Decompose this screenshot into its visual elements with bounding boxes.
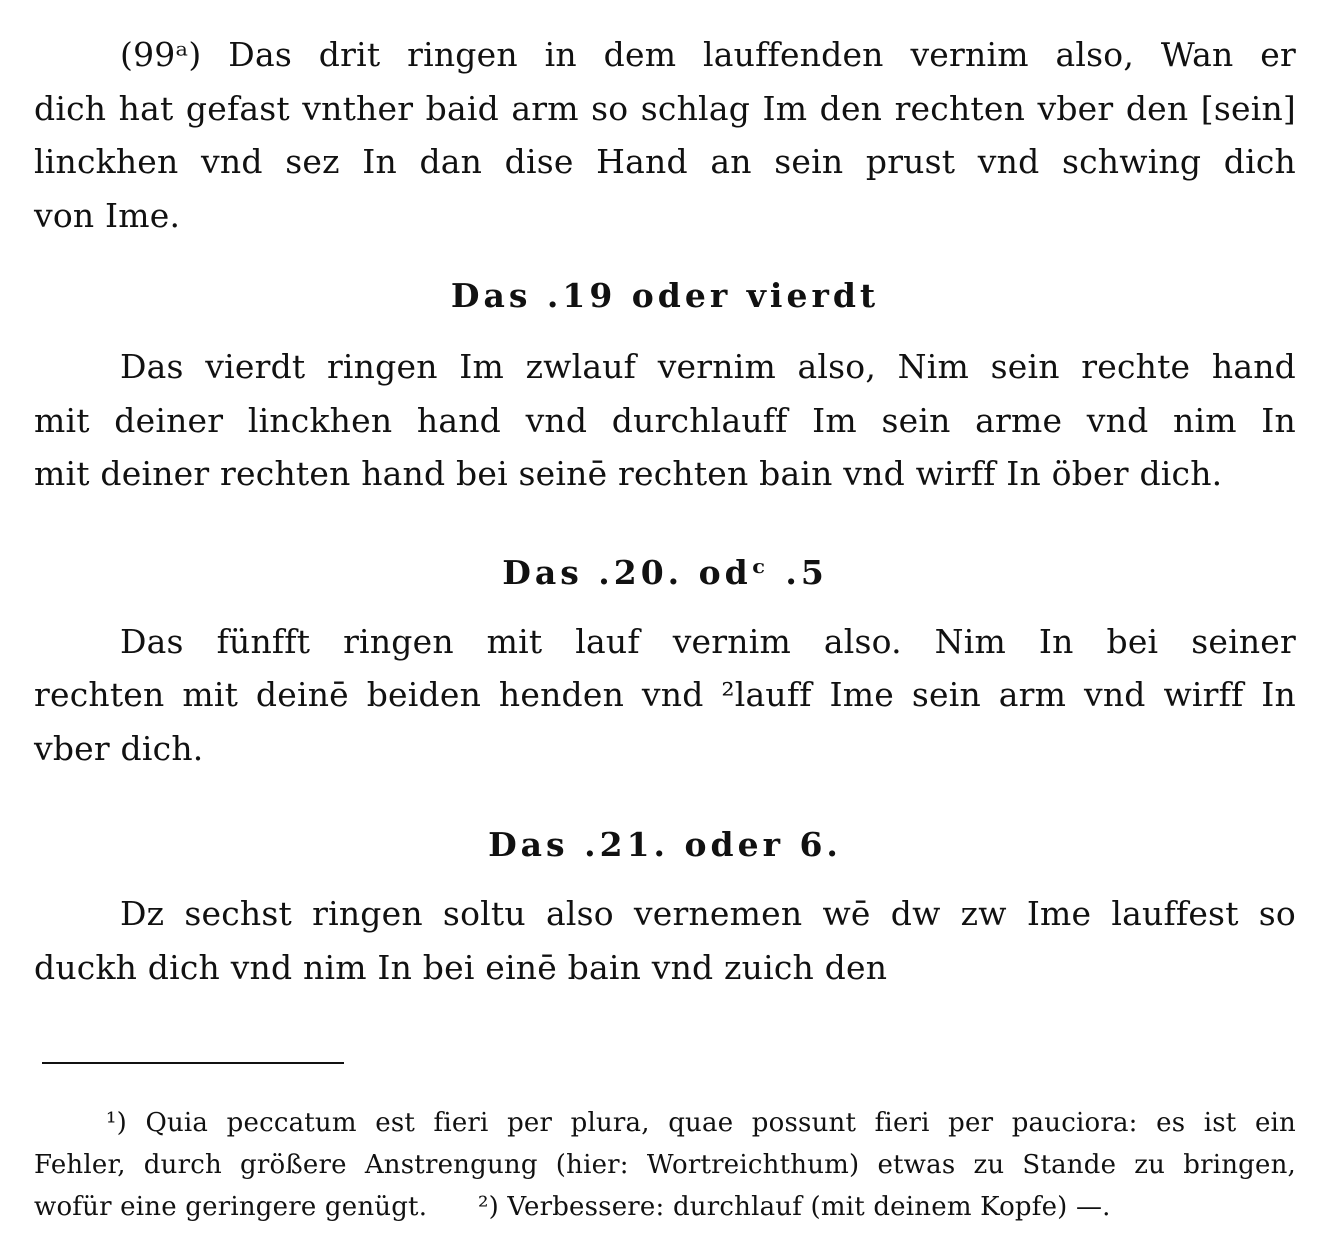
footnote-line-1: ¹) Quia peccatum est fieri per plura, quae possunt fieri per pauciora: es ist ein	[106, 1108, 1296, 1138]
paragraph-4-line-2: duckh dich vnd nim In bei einē bain vnd zuich den	[34, 947, 888, 987]
paragraph-3-line-2: rechten mit deinē beiden henden vnd ²lauff Ime sein arm vnd wirff In	[34, 675, 1296, 714]
section-heading-19: Das .19 oder vierdt	[450, 276, 880, 315]
paragraph-1	[34, 28, 1296, 242]
paragraph-4	[34, 887, 1296, 994]
footnotes	[34, 1102, 1296, 1228]
paragraph-2-line-1: Das vierdt ringen Im zwlauf vernim also, Nim sein rechte hand	[120, 347, 1296, 386]
paragraph-3-line-1: Das fünfft ringen mit lauf vernim also. Nim In bei seiner	[120, 621, 1296, 661]
footnote-line-2: Fehler, durch größere Anstrengung (hier: Wortreichthum) etwas zu Stande zu bringen,	[34, 1150, 1296, 1180]
paragraph-1-line-4: von Ime.	[34, 195, 181, 235]
section-heading-20: Das .20. odᶜ .5	[502, 552, 828, 592]
paragraph-1-line-3: linckhen vnd sez In dan dise Hand an sein prust vnd schwing dich	[34, 142, 1296, 181]
page-body	[34, 28, 1296, 994]
paragraph-3	[34, 615, 1296, 776]
paragraph-2	[34, 340, 1296, 501]
paragraph-3-line-3: vber dich.	[34, 728, 204, 768]
footnote-line-3: wofür eine geringere genügt. ²) Verbessere: durchlauf (mit deinem Kopfe) —.	[34, 1192, 1111, 1222]
paragraph-4-line-1: Dz sechst ringen soltu also vernemen wē dw zw Ime lauffest so	[120, 894, 1296, 933]
paragraph-1-line-1: (99ᵃ) Das drit ringen in dem lauffenden vernim also, Wan er	[120, 35, 1296, 74]
section-heading-21: Das .21. oder 6.	[488, 825, 842, 864]
footnote-divider	[42, 1062, 344, 1064]
paragraph-2-line-2: mit deiner linckhen hand vnd durchlauff Im sein arme vnd nim In	[34, 400, 1296, 440]
paragraph-1-line-2: dich hat gefast vnther baid arm so schlag Im den rechten vber den [sein]	[34, 88, 1296, 128]
paragraph-2-line-3: mit deiner rechten hand bei seinē rechten bain vnd wirff In öber dich.	[34, 454, 1223, 493]
